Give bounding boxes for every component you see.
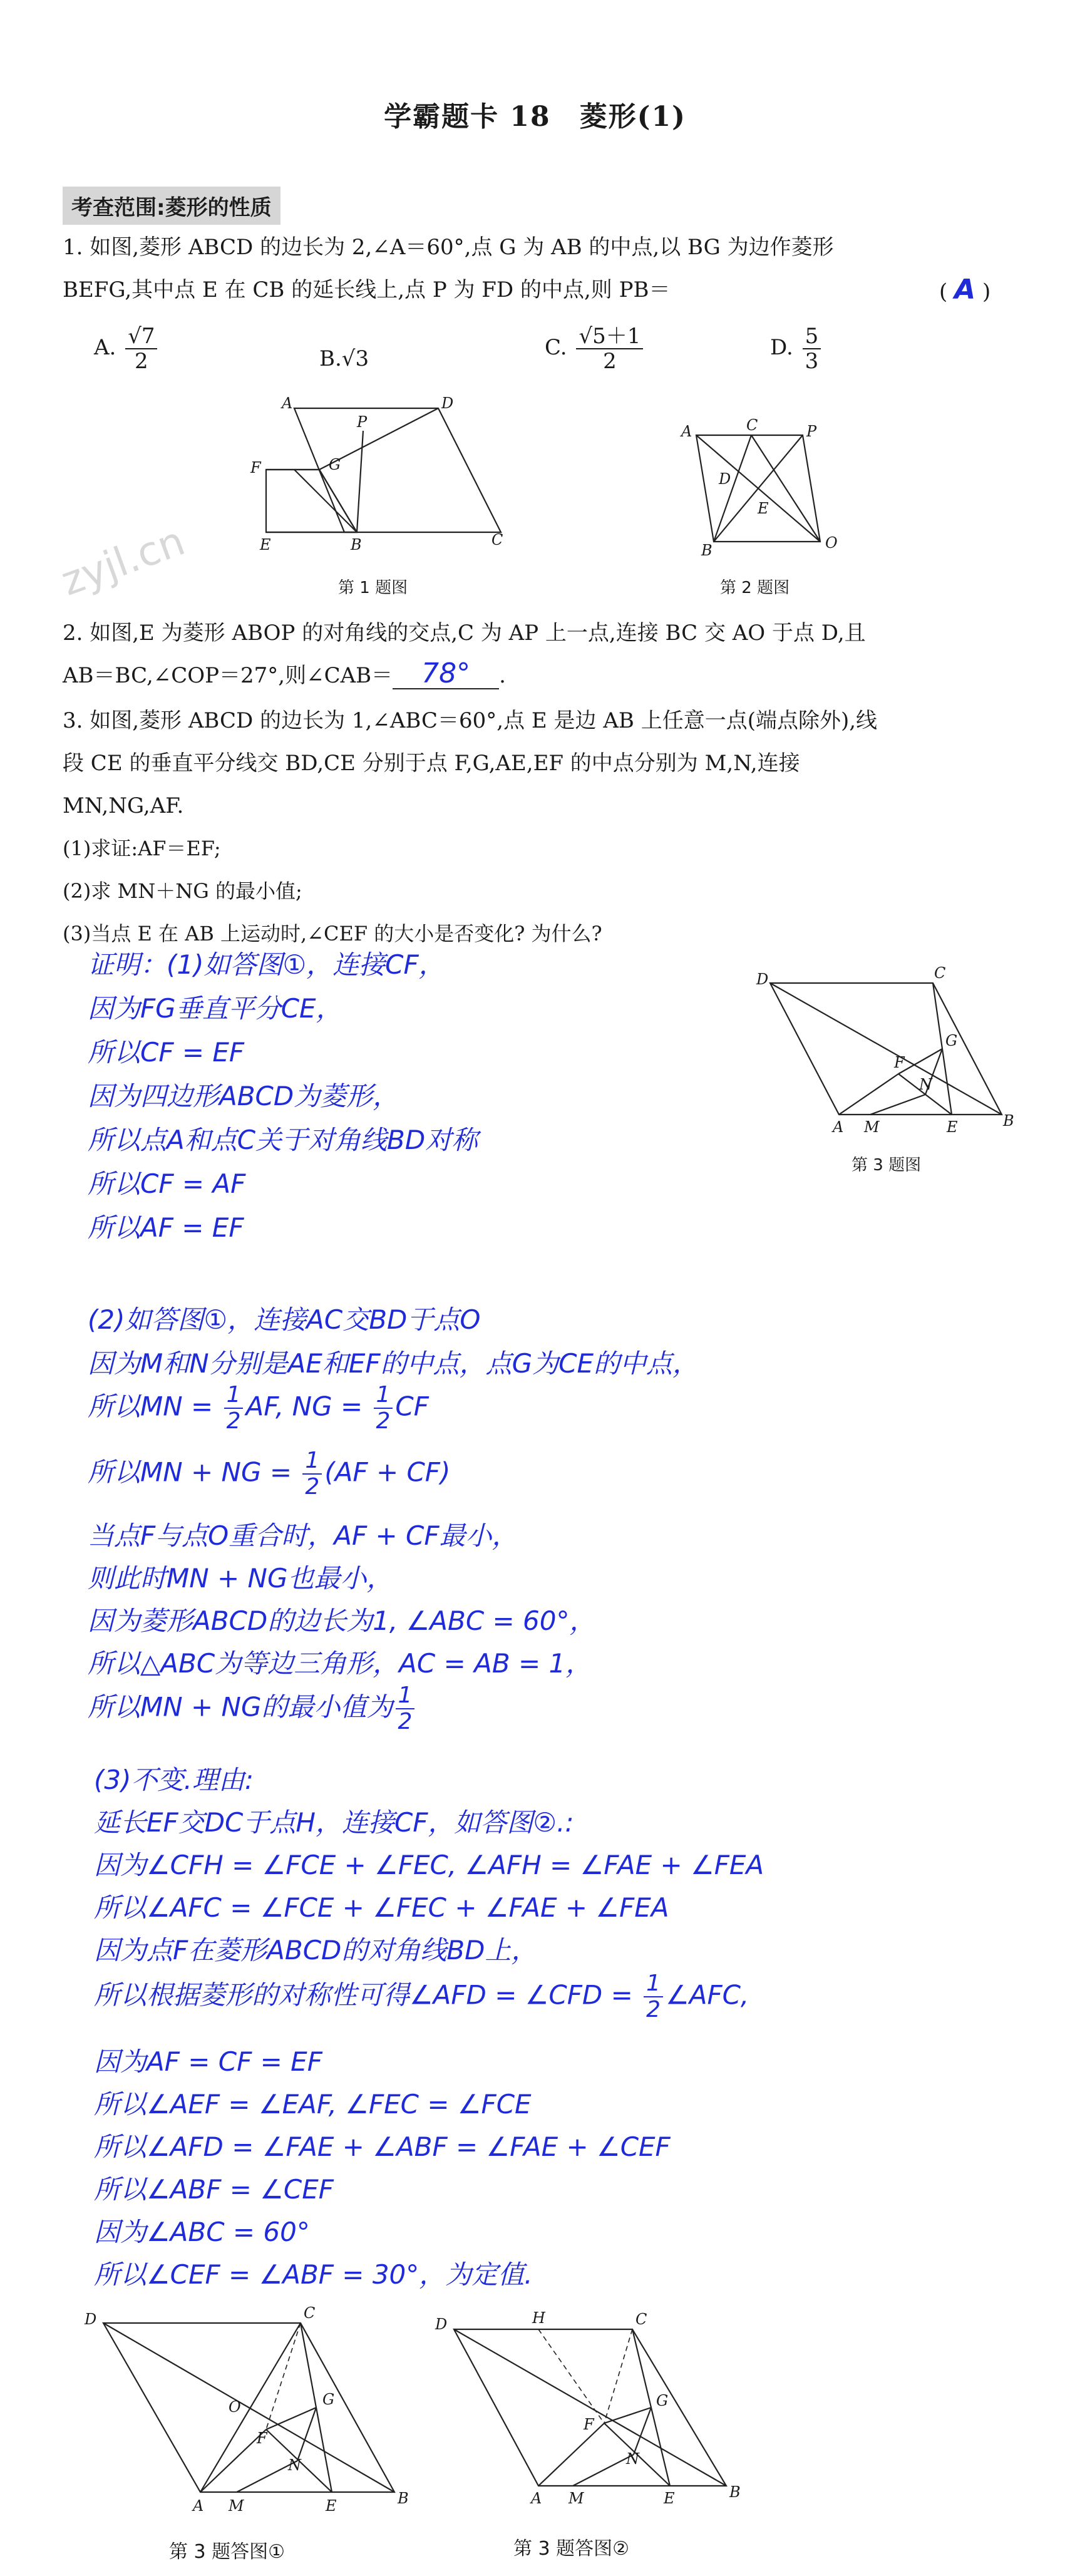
- svg-text:H: H: [532, 2309, 545, 2327]
- svg-text:M: M: [864, 1118, 880, 1136]
- page-title: 学霸题卡 18 菱形(1): [384, 101, 686, 133]
- svg-text:D: D: [435, 2316, 448, 2333]
- q1-option-c: C. $\frac{√5+1}{2}$: [545, 326, 733, 372]
- svg-text:N: N: [626, 2450, 639, 2468]
- answer-figure-1: [75, 2304, 426, 2523]
- sol-p2-5: 所以△ABC为等边三角形，AC = AB = 1，: [88, 1648, 592, 1679]
- svg-text:E: E: [260, 536, 271, 554]
- sol-p3-5: 因为AF = CF = EF: [94, 2046, 322, 2077]
- q1-line1: 1. 如图,菱形 ABCD 的边长为 2,∠A＝60°,点 G 为 AB 的中点,以 BG 为边作菱形: [63, 235, 834, 260]
- sol-p3-9: 因为∠ABC = 60°: [94, 2217, 310, 2247]
- q2-line2: AB＝BC,∠COP＝27°,则∠CAB＝ 78° .: [63, 657, 506, 689]
- svg-text:A: A: [282, 394, 293, 412]
- q2-line1: 2. 如图,E 为菱形 ABOP 的对角线的交点,C 为 AP 上一点,连接 BC 交 AO 于点 D,且: [63, 621, 866, 646]
- svg-text:C: C: [491, 531, 503, 549]
- svg-text:O: O: [825, 534, 838, 552]
- svg-text:B: B: [729, 2483, 741, 2501]
- sol-p3-frac: 所以根据菱形的对称性可得∠AFD = ∠CFD = $\frac{1}{2}$ ∠AFC,: [94, 1971, 749, 2022]
- svg-text:F: F: [250, 459, 261, 477]
- sol-p1-5: 所以CF = AF: [88, 1168, 246, 1199]
- answer-figure-1-caption: 第 3 题答图①: [169, 2541, 286, 2563]
- sol-p1-2: 所以CF = EF: [88, 1037, 245, 1068]
- q2-answer: 78°: [421, 657, 471, 689]
- svg-text:G: G: [322, 2391, 335, 2408]
- sol-p3-8: 所以∠ABF = ∠CEF: [94, 2174, 334, 2205]
- q3-sub2: (2)求 MN＋NG 的最小值;: [63, 879, 302, 903]
- sol-p3-6: 所以∠AEF = ∠EAF, ∠FEC = ∠FCE: [94, 2089, 532, 2120]
- svg-text:N: N: [288, 2456, 301, 2474]
- sol-p2-3: 则此时MN + NG也最小，: [88, 1563, 393, 1594]
- sol-p3-0: (3)不变.理由:: [94, 1765, 254, 1795]
- q3-sub3: (3)当点 E 在 AB 上运动时,∠CEF 的大小是否变化? 为什么?: [63, 922, 602, 945]
- sol-p3-10: 所以∠CEF = ∠ABF = 30°，为定值.: [94, 2259, 533, 2290]
- svg-text:E: E: [664, 2490, 675, 2507]
- q1-line2: BEFG,其中点 E 在 CB 的延长线上,点 P 为 FD 的中点,则 PB＝: [63, 277, 671, 302]
- sol-p2-2: 当点F与点O重合时，AF + CF最小，: [88, 1520, 518, 1551]
- figure-2: [664, 416, 851, 567]
- figure-1: [238, 394, 526, 564]
- svg-text:D: D: [441, 394, 454, 412]
- q1-option-d: D. $\frac{5}{3}$: [770, 326, 895, 372]
- svg-text:F: F: [584, 2416, 594, 2433]
- sol-p3-7: 所以∠AFD = ∠FAE + ∠ABF = ∠FAE + ∠CEF: [94, 2131, 671, 2162]
- svg-text:P: P: [806, 423, 817, 440]
- svg-text:F: F: [894, 1054, 905, 1071]
- svg-text:A: A: [193, 2497, 204, 2515]
- q3-line2: 段 CE 的垂直平分线交 BD,CE 分别于点 F,G,AE,EF 的中点分别为 M,N,连接: [63, 751, 800, 776]
- svg-text:E: E: [758, 500, 769, 517]
- sol-p2-0: (2)如答图①，连接AC交BD于点O: [88, 1304, 481, 1335]
- answer-figure-2-caption: 第 3 题答图②: [513, 2538, 630, 2560]
- figure-3-caption: 第 3 题图: [851, 1156, 922, 1175]
- svg-text:E: E: [326, 2497, 337, 2515]
- sol-p2-4: 因为菱形ABCD的边长为1, ∠ABC = 60°，: [88, 1605, 596, 1636]
- svg-text:C: C: [304, 2304, 316, 2322]
- svg-text:B: B: [1003, 1112, 1014, 1130]
- sol-p3-3: 所以∠AFC = ∠FCE + ∠FEC + ∠FAE + ∠FEA: [94, 1892, 669, 1923]
- svg-text:G: G: [945, 1032, 958, 1049]
- svg-text:D: D: [756, 971, 769, 988]
- svg-text:B: B: [351, 536, 362, 554]
- watermark: zyjl.cn: [55, 518, 191, 605]
- q1-answer: A: [954, 274, 976, 306]
- sol-p2-frac2: 所以MN + NG = $\frac{1}{2}$ (AF + CF): [88, 1448, 451, 1500]
- sol-p2-1: 因为M和N分别是AE和EF的中点，点G为CE的中点，: [88, 1348, 699, 1379]
- sol-p1-0: 证明：(1)如答图①，连接CF，: [88, 949, 445, 980]
- svg-text:B: B: [701, 542, 712, 559]
- svg-text:P: P: [357, 413, 368, 431]
- svg-text:F: F: [257, 2429, 267, 2447]
- svg-text:A: A: [531, 2490, 542, 2507]
- svg-text:B: B: [398, 2490, 409, 2507]
- figure-1-caption: 第 1 题图: [338, 579, 408, 597]
- sol-p3-4: 因为点F在菱形ABCD的对角线BD上，: [94, 1935, 538, 1965]
- svg-text:D: D: [719, 470, 731, 488]
- q3-line1: 3. 如图,菱形 ABCD 的边长为 1,∠ABC＝60°,点 E 是边 AB 上任意一点(端点除外),线: [63, 708, 878, 733]
- svg-text:A: A: [681, 423, 692, 440]
- sol-p3-1: 延长EF交DC于点H，连接CF，如答图②.:: [94, 1807, 574, 1838]
- q3-line3: MN,NG,AF.: [63, 793, 184, 818]
- figure-3: [745, 964, 1021, 1140]
- svg-text:C: C: [635, 2311, 647, 2328]
- svg-text:M: M: [229, 2497, 244, 2515]
- svg-text:G: G: [329, 456, 341, 473]
- q1-option-b: B.√3: [319, 346, 369, 371]
- svg-text:A: A: [833, 1118, 844, 1136]
- svg-text:E: E: [947, 1118, 958, 1136]
- sol-p1-4: 所以点A和点C关于对角线BD对称: [88, 1125, 478, 1155]
- q1-answer-paren: ( A ): [939, 274, 991, 306]
- svg-text:C: C: [746, 416, 758, 434]
- svg-text:N: N: [919, 1076, 932, 1093]
- answer-figure-2: [426, 2304, 776, 2523]
- figure-2-caption: 第 2 题图: [720, 579, 790, 597]
- sol-p1-3: 因为四边形ABCD为菱形，: [88, 1081, 399, 1111]
- svg-text:D: D: [85, 2311, 97, 2328]
- sol-p2-frac1: 所以MN = $\frac{1}{2}$ AF, NG = $\frac{1}{2}$ CF: [88, 1382, 429, 1434]
- q1-option-a: A. $\frac{√7}{2}$: [94, 326, 282, 372]
- svg-text:O: O: [229, 2398, 241, 2416]
- sol-p1-1: 因为FG垂直平分CE，: [88, 993, 342, 1024]
- svg-text:G: G: [656, 2392, 669, 2409]
- sol-p3-2: 因为∠CFH = ∠FCE + ∠FEC, ∠AFH = ∠FAE + ∠FEA: [94, 1850, 764, 1880]
- sol-p1-6: 所以AF = EF: [88, 1212, 244, 1243]
- sol-p2-final: 所以MN + NG的最小值为 $\frac{1}{2}$: [88, 1684, 417, 1733]
- svg-text:M: M: [568, 2490, 584, 2507]
- section-label: 考查范围:菱形的性质: [63, 187, 280, 225]
- svg-text:C: C: [934, 964, 946, 982]
- q3-sub1: (1)求证:AF＝EF;: [63, 837, 221, 860]
